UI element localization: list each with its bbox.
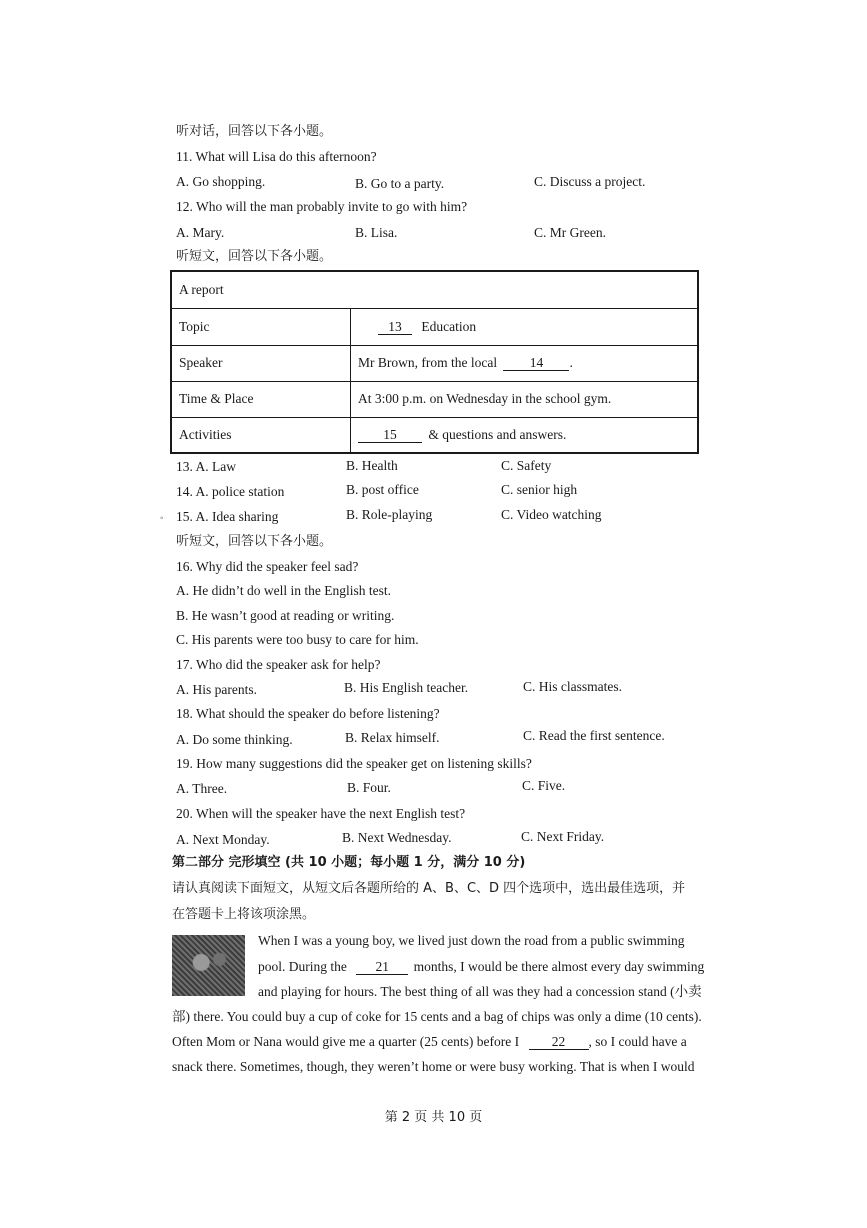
q15-option-c: C. Video watching <box>501 507 602 522</box>
passage-heading-1: 听短文，回答以下各小题。 <box>176 249 333 264</box>
answer-blank-15: 15 <box>358 427 422 443</box>
q12-option-a: A. Mary. <box>176 225 225 240</box>
page-footer: 第 2 页 共 10 页 <box>384 1110 483 1125</box>
q11-option-b: B. Go to a party. <box>355 176 445 191</box>
q11-option-c: C. Discuss a project. <box>534 174 646 189</box>
q19-option-a: A. Three. <box>176 781 228 796</box>
report-row-label: Speaker <box>171 345 351 381</box>
q18-option-b: B. Relax himself. <box>345 730 440 745</box>
q15-option-b: B. Role-playing <box>346 507 433 522</box>
passage-line: Often Mom or Nana would give me a quarter (25 cents) before I 22 , so I could have a <box>172 1034 687 1049</box>
report-row-value: At 3:00 p.m. on Wednesday in the school gym. <box>351 381 699 417</box>
report-row-value: 15 & questions and answers. <box>351 417 699 453</box>
q17-option-a: A. His parents. <box>176 682 257 697</box>
cloze-heading: 第二部分 完形填空 (共 10 小题；每小题 1 分，满分 10 分) <box>172 855 526 870</box>
q20-option-b: B. Next Wednesday. <box>342 830 452 845</box>
report-row-value: 13 Education <box>351 308 699 345</box>
report-row-label: Activities <box>171 417 351 453</box>
q16-option-a: A. He didn’t do well in the English test. <box>176 583 391 598</box>
q17-option-c: C. His classmates. <box>523 679 622 694</box>
q11-stem: 11. What will Lisa do this afternoon? <box>176 149 377 164</box>
q19-stem: 19. How many suggestions did the speaker get on listening skills? <box>176 756 532 771</box>
q12-stem: 12. Who will the man probably invite to go with him? <box>176 199 468 214</box>
q14-option-a: 14. A. police station <box>176 484 285 499</box>
cloze-instruction: 请认真阅读下面短文，从短文后各题所给的 A、B、C、D 四个选项中，选出最佳选项，并 <box>172 881 686 896</box>
dialogue-heading: 听对话，回答以下各小题。 <box>176 124 333 139</box>
cloze-blank-22: 22 <box>529 1034 589 1050</box>
passage-line: 部) there. You could buy a cup of coke for 15 cents and a bag of chips was only a dime (10 cents). <box>172 1009 702 1024</box>
passage-line: snack there. Sometimes, though, they weren’t home or were busy working. That is when I would <box>172 1059 695 1074</box>
report-title: A report <box>171 271 698 308</box>
cloze-blank-21: 21 <box>356 959 408 975</box>
q14-option-b: B. post office <box>346 482 419 497</box>
q16-option-c: C. His parents were too busy to care for him. <box>176 632 419 647</box>
q14-option-c: C. senior high <box>501 482 578 497</box>
q18-option-a: A. Do some thinking. <box>176 732 293 747</box>
q12-option-c: C. Mr Green. <box>534 225 606 240</box>
q18-stem: 18. What should the speaker do before listening? <box>176 706 440 721</box>
q20-stem: 20. When will the speaker have the next English test? <box>176 806 466 821</box>
q19-option-c: C. Five. <box>522 778 566 793</box>
margin-mark: ◦ <box>160 513 164 524</box>
answer-blank-13: 13 <box>378 319 412 335</box>
q17-option-b: B. His English teacher. <box>344 680 469 695</box>
passage-illustration <box>172 935 245 996</box>
q18-option-c: C. Read the first sentence. <box>523 728 665 743</box>
report-row-label: Topic <box>171 308 351 345</box>
q17-stem: 17. Who did the speaker ask for help? <box>176 657 381 672</box>
report-row-label: Time & Place <box>171 381 351 417</box>
q13-option-a: 13. A. Law <box>176 459 236 474</box>
q20-option-c: C. Next Friday. <box>521 829 605 844</box>
q13-option-b: B. Health <box>346 458 398 473</box>
q13-option-c: C. Safety <box>501 458 552 473</box>
report-row-value: Mr Brown, from the local 14 . <box>351 345 699 381</box>
q15-option-a: 15. A. Idea sharing <box>176 509 279 524</box>
q19-option-b: B. Four. <box>347 780 391 795</box>
q16-stem: 16. Why did the speaker feel sad? <box>176 559 359 574</box>
cloze-instruction: 在答题卡上将该项涂黑。 <box>172 907 316 922</box>
report-table <box>170 270 699 454</box>
passage-line: pool. During the 21 months, I would be there almost every day swimming <box>258 959 705 974</box>
passage-heading-2: 听短文，回答以下各小题。 <box>176 534 333 549</box>
passage-line: and playing for hours. The best thing of all was they had a concession stand (小卖 <box>258 984 702 999</box>
answer-blank-14: 14 <box>503 355 569 371</box>
q11-option-a: A. Go shopping. <box>176 174 266 189</box>
q16-option-b: B. He wasn’t good at reading or writing. <box>176 608 395 623</box>
q12-option-b: B. Lisa. <box>355 225 398 240</box>
q20-option-a: A. Next Monday. <box>176 832 270 847</box>
passage-line: When I was a young boy, we lived just down the road from a public swimming <box>258 933 685 948</box>
